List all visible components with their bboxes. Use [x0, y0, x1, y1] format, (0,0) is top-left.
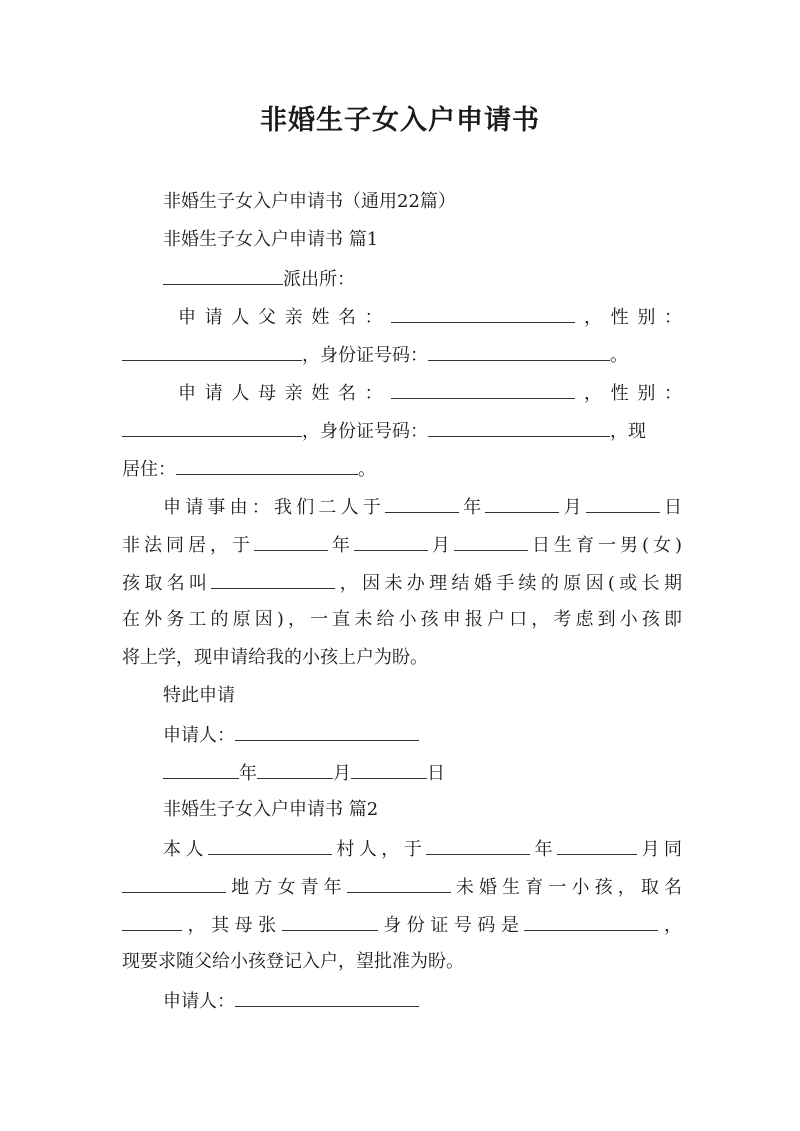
text: 月同 — [637, 839, 683, 860]
text: 孩取名叫 — [122, 573, 212, 594]
document-title: 非婚生子女入户申请书 — [260, 105, 540, 136]
text: 日 — [659, 497, 683, 518]
section-heading-2 — [163, 798, 682, 822]
text: ，性别： — [575, 383, 683, 404]
paragraph-line — [122, 874, 682, 900]
paragraph-line — [163, 836, 682, 862]
blank-field — [122, 418, 302, 437]
paragraph-line — [122, 608, 682, 632]
paragraph-line — [122, 950, 682, 974]
blank-field — [354, 532, 428, 551]
text: 申请人： — [163, 725, 235, 746]
blank-field — [557, 836, 637, 855]
text: 非婚生子女入户申请书 篇1 — [163, 229, 379, 250]
text: 将上学，现申请给我的小孩上户为盼。 — [122, 647, 428, 668]
signature-line — [163, 722, 682, 748]
blank-field — [428, 342, 610, 361]
blank-field — [208, 836, 332, 855]
blank-field — [485, 494, 559, 513]
text: 月 — [333, 763, 351, 784]
text: 申请事由：我们二人于 — [163, 497, 385, 518]
text: 申请人： — [163, 991, 235, 1012]
text: 日生育一男(女) — [527, 535, 683, 556]
blank-field — [163, 760, 239, 779]
text: ，性别： — [575, 307, 683, 328]
text: 派出所： — [283, 269, 355, 290]
paragraph-line — [122, 342, 682, 368]
paragraph-line — [178, 380, 682, 406]
text: 未婚生育一小孩，取名 — [450, 877, 682, 898]
text: 。 — [358, 459, 376, 480]
blank-field — [163, 266, 283, 285]
text: 申请人父亲姓名： — [178, 307, 392, 328]
text: 申请人母亲姓名： — [178, 383, 392, 404]
blank-field — [122, 912, 182, 931]
blank-field — [391, 380, 575, 399]
blank-field — [235, 722, 419, 741]
blank-field — [257, 760, 333, 779]
paragraph-line — [122, 570, 682, 596]
blank-field — [391, 304, 575, 323]
blank-field — [524, 912, 658, 931]
paragraph-line — [178, 304, 682, 330]
blank-field — [235, 988, 419, 1007]
text: 年 — [530, 839, 558, 860]
text: 非法同居，于 — [122, 535, 254, 556]
text: 身份证号码是 — [377, 915, 525, 936]
text: 年 — [459, 497, 486, 518]
paragraph-line — [122, 912, 682, 938]
signature-line — [163, 988, 682, 1014]
date-line — [163, 760, 682, 786]
text: 月 — [559, 497, 586, 518]
paragraph-line — [122, 456, 682, 482]
text: 地方女青年 — [226, 877, 347, 898]
text: 非婚生子女入户申请书 篇2 — [163, 799, 379, 820]
paragraph-line — [122, 532, 682, 558]
text: 。 — [610, 345, 628, 366]
blank-field — [211, 570, 335, 589]
text: ， — [658, 915, 683, 936]
text: 本人 — [163, 839, 208, 860]
closing-line — [163, 684, 682, 708]
paragraph-line — [122, 646, 682, 670]
blank-field — [282, 912, 378, 931]
text: 非婚生子女入户申请书（通用22篇） — [163, 191, 456, 212]
blank-field — [586, 494, 660, 513]
text: ，身份证号码： — [302, 421, 428, 442]
text: ，现 — [610, 421, 646, 442]
blank-field — [122, 342, 302, 361]
text: 年 — [239, 763, 257, 784]
paragraph-line — [163, 494, 682, 520]
text: ，因未办理结婚手续的原因(或长期 — [335, 573, 683, 594]
blank-field — [426, 836, 530, 855]
blank-field — [122, 874, 226, 893]
blank-field — [347, 874, 451, 893]
text: 日 — [427, 763, 445, 784]
blank-field — [351, 760, 427, 779]
blank-field — [176, 456, 358, 475]
blank-field — [454, 532, 528, 551]
subtitle-line — [163, 190, 682, 214]
paragraph-line — [122, 418, 682, 444]
paragraph-line — [163, 266, 682, 292]
text: 在外务工的原因)，一直未给小孩申报户口，考虑到小孩即 — [122, 609, 682, 630]
text: 月 — [427, 535, 454, 556]
section-heading-1 — [163, 228, 682, 252]
text: ，身份证号码： — [302, 345, 428, 366]
text: 年 — [327, 535, 354, 556]
text: 村人，于 — [331, 839, 427, 860]
blank-field — [385, 494, 459, 513]
blank-field — [254, 532, 328, 551]
text: ，其母张 — [182, 915, 282, 936]
text: 现要求随父给小孩登记入户，望批准为盼。 — [122, 951, 464, 972]
text: 居住： — [122, 459, 176, 480]
text: 特此申请 — [163, 685, 235, 706]
blank-field — [428, 418, 610, 437]
